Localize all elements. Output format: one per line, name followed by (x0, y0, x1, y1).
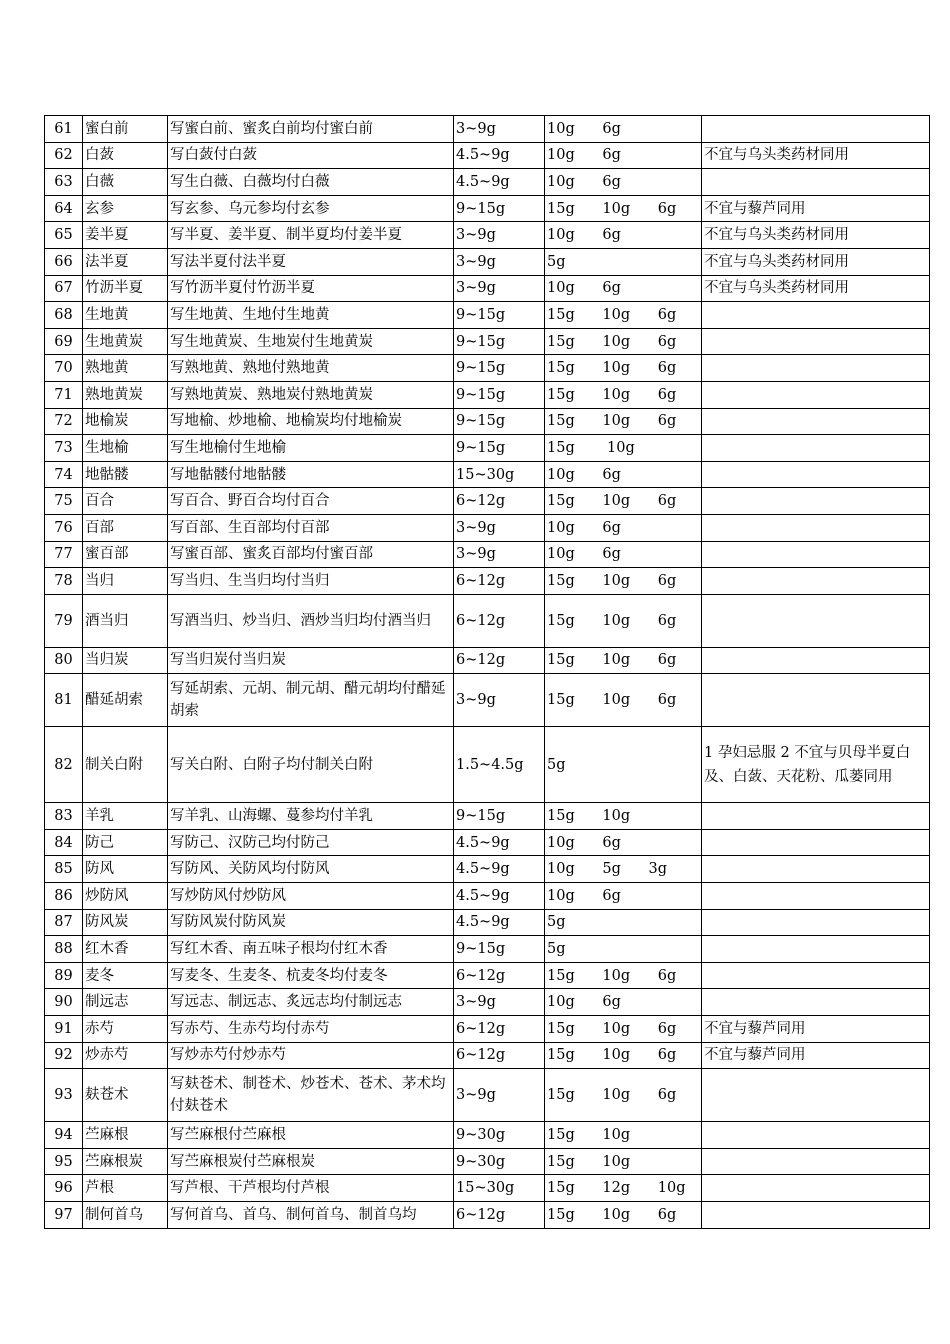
table-row (45, 674, 930, 727)
dosage-range: 9~30g (454, 1148, 545, 1175)
package-specs: 10g 6g (545, 989, 702, 1016)
contraindication-note (702, 883, 930, 910)
herb-name: 百合 (83, 488, 168, 515)
dispensing-instruction: 写法半夏付法半夏 (168, 248, 454, 275)
row-number: 92 (45, 1042, 83, 1069)
dispensing-instruction: 写芦根、干芦根均付芦根 (168, 1175, 454, 1202)
package-specs: 5g (545, 248, 702, 275)
dosage-range: 9~15g (454, 328, 545, 355)
contraindication-note (702, 647, 930, 674)
contraindication-note (702, 1148, 930, 1175)
contraindication-note (702, 408, 930, 435)
table-row (45, 936, 930, 963)
dosage-range: 3~9g (454, 674, 545, 727)
row-number: 94 (45, 1122, 83, 1149)
row-number: 75 (45, 488, 83, 515)
row-number: 70 (45, 355, 83, 382)
row-number: 74 (45, 461, 83, 488)
package-specs: 15g 10g 6g (545, 408, 702, 435)
dispensing-instruction: 写炒防风付炒防风 (168, 883, 454, 910)
table-row (45, 1042, 930, 1069)
dosage-range: 6~12g (454, 568, 545, 595)
contraindication-note (702, 674, 930, 727)
herb-name: 醋延胡索 (83, 674, 168, 727)
herb-name: 蜜白前 (83, 116, 168, 143)
table-row (45, 829, 930, 856)
dispensing-instruction: 写当归炭付当归炭 (168, 647, 454, 674)
table-row (45, 248, 930, 275)
table-row (45, 408, 930, 435)
dosage-range: 4.5~9g (454, 883, 545, 910)
package-specs: 15g 10g (545, 435, 702, 462)
dispensing-instruction: 写生白薇、白薇均付白薇 (168, 169, 454, 196)
dispensing-instruction: 写关白附、白附子均付制关白附 (168, 727, 454, 803)
dosage-range: 9~15g (454, 195, 545, 222)
package-specs: 10g 6g (545, 222, 702, 249)
contraindication-note: 不宜与乌头类药材同用 (702, 222, 930, 249)
package-specs: 10g 6g (545, 461, 702, 488)
herb-name: 当归 (83, 568, 168, 595)
contraindication-note (702, 514, 930, 541)
dispensing-instruction: 写生地黄炭、生地炭付生地黄炭 (168, 328, 454, 355)
dosage-range: 3~9g (454, 248, 545, 275)
herb-name: 熟地黄 (83, 355, 168, 382)
dosage-range: 9~15g (454, 355, 545, 382)
herb-name: 蜜百部 (83, 541, 168, 568)
row-number: 81 (45, 674, 83, 727)
package-specs: 15g 10g (545, 1148, 702, 1175)
dispensing-instruction: 写蜜白前、蜜炙白前均付蜜白前 (168, 116, 454, 143)
row-number: 69 (45, 328, 83, 355)
table-row (45, 1122, 930, 1149)
table-row (45, 883, 930, 910)
herb-name: 麸苍术 (83, 1069, 168, 1122)
table-row (45, 381, 930, 408)
contraindication-note (702, 488, 930, 515)
package-specs: 15g 10g 6g (545, 302, 702, 329)
dosage-range: 3~9g (454, 275, 545, 302)
dosage-range: 9~15g (454, 302, 545, 329)
table-row (45, 962, 930, 989)
row-number: 66 (45, 248, 83, 275)
dispensing-instruction: 写防风、关防风均付防风 (168, 856, 454, 883)
dosage-range: 4.5~9g (454, 856, 545, 883)
row-number: 93 (45, 1069, 83, 1122)
contraindication-note (702, 461, 930, 488)
row-number: 72 (45, 408, 83, 435)
row-number: 67 (45, 275, 83, 302)
package-specs: 15g 10g 6g (545, 1016, 702, 1043)
package-specs: 10g 6g (545, 541, 702, 568)
herb-name: 羊乳 (83, 803, 168, 830)
package-specs: 15g 10g 6g (545, 594, 702, 647)
package-specs: 10g 6g (545, 883, 702, 910)
package-specs: 15g 12g 10g (545, 1175, 702, 1202)
dispensing-instruction: 写红木香、南五味子根均付红木香 (168, 936, 454, 963)
contraindication-note (702, 568, 930, 595)
contraindication-note (702, 1122, 930, 1149)
dosage-range: 6~12g (454, 1042, 545, 1069)
contraindication-note (702, 116, 930, 143)
contraindication-note (702, 962, 930, 989)
dispensing-instruction: 写防己、汉防己均付防己 (168, 829, 454, 856)
dosage-range: 9~15g (454, 408, 545, 435)
table-row (45, 1016, 930, 1043)
package-specs: 5g (545, 909, 702, 936)
dosage-range: 4.5~9g (454, 142, 545, 169)
table-row (45, 195, 930, 222)
dispensing-instruction: 写百合、野百合均付百合 (168, 488, 454, 515)
package-specs: 15g 10g 6g (545, 568, 702, 595)
dispensing-instruction: 写熟地黄炭、熟地炭付熟地黄炭 (168, 381, 454, 408)
dispensing-instruction: 写熟地黄、熟地付熟地黄 (168, 355, 454, 382)
row-number: 80 (45, 647, 83, 674)
herb-name: 炒防风 (83, 883, 168, 910)
row-number: 95 (45, 1148, 83, 1175)
herb-name: 生地榆 (83, 435, 168, 462)
dosage-range: 4.5~9g (454, 829, 545, 856)
table-row (45, 435, 930, 462)
dispensing-instruction: 写何首乌、首乌、制何首乌、制首乌均 (168, 1202, 454, 1229)
dispensing-instruction: 写麸苍术、制苍术、炒苍术、苍术、茅术均付麸苍术 (168, 1069, 454, 1122)
dosage-range: 4.5~9g (454, 909, 545, 936)
package-specs: 10g 6g (545, 169, 702, 196)
dosage-range: 9~15g (454, 435, 545, 462)
contraindication-note (702, 856, 930, 883)
table-row (45, 116, 930, 143)
dosage-range: 6~12g (454, 647, 545, 674)
contraindication-note (702, 302, 930, 329)
package-specs: 15g 10g 6g (545, 1202, 702, 1229)
package-specs: 5g (545, 936, 702, 963)
dispensing-instruction: 写羊乳、山海螺、蔓参均付羊乳 (168, 803, 454, 830)
contraindication-note: 1 孕妇忌服 2 不宜与贝母半夏白及、白蔹、天花粉、瓜蒌同用 (702, 727, 930, 803)
row-number: 97 (45, 1202, 83, 1229)
herb-name: 生地黄 (83, 302, 168, 329)
row-number: 86 (45, 883, 83, 910)
contraindication-note (702, 829, 930, 856)
package-specs: 5g (545, 727, 702, 803)
contraindication-note (702, 594, 930, 647)
table-row (45, 1148, 930, 1175)
dispensing-instruction: 写百部、生百部均付百部 (168, 514, 454, 541)
row-number: 73 (45, 435, 83, 462)
herb-name: 白薇 (83, 169, 168, 196)
herb-name: 姜半夏 (83, 222, 168, 249)
herb-name: 苎麻根 (83, 1122, 168, 1149)
package-specs: 10g 5g 3g (545, 856, 702, 883)
row-number: 90 (45, 989, 83, 1016)
table-row (45, 1069, 930, 1122)
contraindication-note (702, 909, 930, 936)
dosage-range: 4.5~9g (454, 169, 545, 196)
contraindication-note (702, 169, 930, 196)
herb-name: 芦根 (83, 1175, 168, 1202)
package-specs: 15g 10g 6g (545, 328, 702, 355)
herb-name: 苎麻根炭 (83, 1148, 168, 1175)
herb-name: 玄参 (83, 195, 168, 222)
dispensing-instruction: 写玄参、乌元参均付玄参 (168, 195, 454, 222)
herb-name: 制何首乌 (83, 1202, 168, 1229)
row-number: 78 (45, 568, 83, 595)
package-specs: 15g 10g 6g (545, 488, 702, 515)
table-row (45, 514, 930, 541)
package-specs: 15g 10g 6g (545, 962, 702, 989)
package-specs: 15g 10g 6g (545, 1069, 702, 1122)
dispensing-instruction: 写苎麻根付苎麻根 (168, 1122, 454, 1149)
contraindication-note: 不宜与藜芦同用 (702, 195, 930, 222)
contraindication-note (702, 936, 930, 963)
dispensing-instruction: 写地榆、炒地榆、地榆炭均付地榆炭 (168, 408, 454, 435)
row-number: 64 (45, 195, 83, 222)
herb-name: 防风炭 (83, 909, 168, 936)
dispensing-instruction: 写白蔹付白蔹 (168, 142, 454, 169)
dosage-range: 6~12g (454, 1016, 545, 1043)
herb-name: 地榆炭 (83, 408, 168, 435)
herb-name: 防己 (83, 829, 168, 856)
package-specs: 10g 6g (545, 142, 702, 169)
contraindication-note (702, 1202, 930, 1229)
row-number: 71 (45, 381, 83, 408)
table-row (45, 142, 930, 169)
contraindication-note (702, 803, 930, 830)
dosage-range: 3~9g (454, 989, 545, 1016)
dosage-range: 1.5~4.5g (454, 727, 545, 803)
table-body (45, 116, 930, 1229)
table-row (45, 647, 930, 674)
table-row (45, 355, 930, 382)
row-number: 65 (45, 222, 83, 249)
dispensing-instruction: 写当归、生当归均付当归 (168, 568, 454, 595)
dispensing-instruction: 写地骷髅付地骷髅 (168, 461, 454, 488)
dispensing-instruction: 写远志、制远志、炙远志均付制远志 (168, 989, 454, 1016)
dosage-range: 15~30g (454, 1175, 545, 1202)
row-number: 96 (45, 1175, 83, 1202)
dosage-range: 6~12g (454, 1202, 545, 1229)
table-row (45, 803, 930, 830)
row-number: 91 (45, 1016, 83, 1043)
herb-name: 百部 (83, 514, 168, 541)
package-specs: 15g 10g 6g (545, 381, 702, 408)
dispensing-instruction: 写麦冬、生麦冬、杭麦冬均付麦冬 (168, 962, 454, 989)
table-row (45, 1175, 930, 1202)
dosage-range: 6~12g (454, 488, 545, 515)
herb-name: 当归炭 (83, 647, 168, 674)
contraindication-note (702, 328, 930, 355)
dispensing-instruction: 写生地榆付生地榆 (168, 435, 454, 462)
dosage-range: 3~9g (454, 116, 545, 143)
package-specs: 15g 10g 6g (545, 355, 702, 382)
row-number: 79 (45, 594, 83, 647)
package-specs: 15g 10g (545, 1122, 702, 1149)
table-row (45, 594, 930, 647)
row-number: 63 (45, 169, 83, 196)
row-number: 84 (45, 829, 83, 856)
herb-name: 熟地黄炭 (83, 381, 168, 408)
row-number: 68 (45, 302, 83, 329)
table-row (45, 488, 930, 515)
herb-name: 炒赤芍 (83, 1042, 168, 1069)
herb-name: 法半夏 (83, 248, 168, 275)
herb-dosage-table (44, 115, 930, 1229)
herb-name: 白蔹 (83, 142, 168, 169)
table-row (45, 856, 930, 883)
herb-name: 麦冬 (83, 962, 168, 989)
row-number: 85 (45, 856, 83, 883)
table-row (45, 275, 930, 302)
table-row (45, 169, 930, 196)
package-specs: 15g 10g (545, 803, 702, 830)
contraindication-note (702, 989, 930, 1016)
package-specs: 10g 6g (545, 116, 702, 143)
contraindication-note (702, 355, 930, 382)
row-number: 83 (45, 803, 83, 830)
row-number: 82 (45, 727, 83, 803)
herb-name: 防风 (83, 856, 168, 883)
table-row (45, 1202, 930, 1229)
herb-name: 酒当归 (83, 594, 168, 647)
herb-name: 竹沥半夏 (83, 275, 168, 302)
contraindication-note: 不宜与乌头类药材同用 (702, 275, 930, 302)
table-row (45, 568, 930, 595)
row-number: 87 (45, 909, 83, 936)
dispensing-instruction: 写延胡索、元胡、制元胡、醋元胡均付醋延胡索 (168, 674, 454, 727)
herb-name: 制远志 (83, 989, 168, 1016)
herb-name: 制关白附 (83, 727, 168, 803)
package-specs: 15g 10g 6g (545, 647, 702, 674)
table-row (45, 909, 930, 936)
dispensing-instruction: 写蜜百部、蜜炙百部均付蜜百部 (168, 541, 454, 568)
dosage-range: 9~15g (454, 803, 545, 830)
dispensing-instruction: 写生地黄、生地付生地黄 (168, 302, 454, 329)
dosage-range: 6~12g (454, 594, 545, 647)
contraindication-note (702, 1069, 930, 1122)
herb-name: 红木香 (83, 936, 168, 963)
table-row (45, 989, 930, 1016)
table-row (45, 541, 930, 568)
contraindication-note: 不宜与藜芦同用 (702, 1042, 930, 1069)
table-row (45, 222, 930, 249)
dosage-range: 9~15g (454, 381, 545, 408)
herb-name: 赤芍 (83, 1016, 168, 1043)
package-specs: 15g 10g 6g (545, 195, 702, 222)
package-specs: 10g 6g (545, 275, 702, 302)
contraindication-note (702, 1175, 930, 1202)
dispensing-instruction: 写竹沥半夏付竹沥半夏 (168, 275, 454, 302)
herb-name: 生地黄炭 (83, 328, 168, 355)
table-row (45, 328, 930, 355)
dosage-range: 3~9g (454, 541, 545, 568)
dosage-range: 9~30g (454, 1122, 545, 1149)
table-row (45, 302, 930, 329)
dispensing-instruction: 写防风炭付防风炭 (168, 909, 454, 936)
herb-name: 地骷髅 (83, 461, 168, 488)
row-number: 89 (45, 962, 83, 989)
table-row (45, 727, 930, 803)
package-specs: 10g 6g (545, 514, 702, 541)
package-specs: 15g 10g 6g (545, 674, 702, 727)
dosage-range: 3~9g (454, 222, 545, 249)
row-number: 62 (45, 142, 83, 169)
dosage-range: 3~9g (454, 1069, 545, 1122)
dosage-range: 9~15g (454, 936, 545, 963)
row-number: 77 (45, 541, 83, 568)
dosage-range: 3~9g (454, 514, 545, 541)
dosage-range: 6~12g (454, 962, 545, 989)
contraindication-note: 不宜与乌头类药材同用 (702, 248, 930, 275)
contraindication-note: 不宜与藜芦同用 (702, 1016, 930, 1043)
dispensing-instruction: 写苎麻根炭付苎麻根炭 (168, 1148, 454, 1175)
package-specs: 15g 10g 6g (545, 1042, 702, 1069)
dispensing-instruction: 写酒当归、炒当归、酒炒当归均付酒当归 (168, 594, 454, 647)
row-number: 61 (45, 116, 83, 143)
table-row (45, 461, 930, 488)
contraindication-note (702, 381, 930, 408)
row-number: 76 (45, 514, 83, 541)
contraindication-note (702, 541, 930, 568)
contraindication-note (702, 435, 930, 462)
dispensing-instruction: 写炒赤芍付炒赤芍 (168, 1042, 454, 1069)
contraindication-note: 不宜与乌头类药材同用 (702, 142, 930, 169)
dispensing-instruction: 写半夏、姜半夏、制半夏均付姜半夏 (168, 222, 454, 249)
package-specs: 10g 6g (545, 829, 702, 856)
row-number: 88 (45, 936, 83, 963)
dosage-range: 15~30g (454, 461, 545, 488)
dispensing-instruction: 写赤芍、生赤芍均付赤芍 (168, 1016, 454, 1043)
